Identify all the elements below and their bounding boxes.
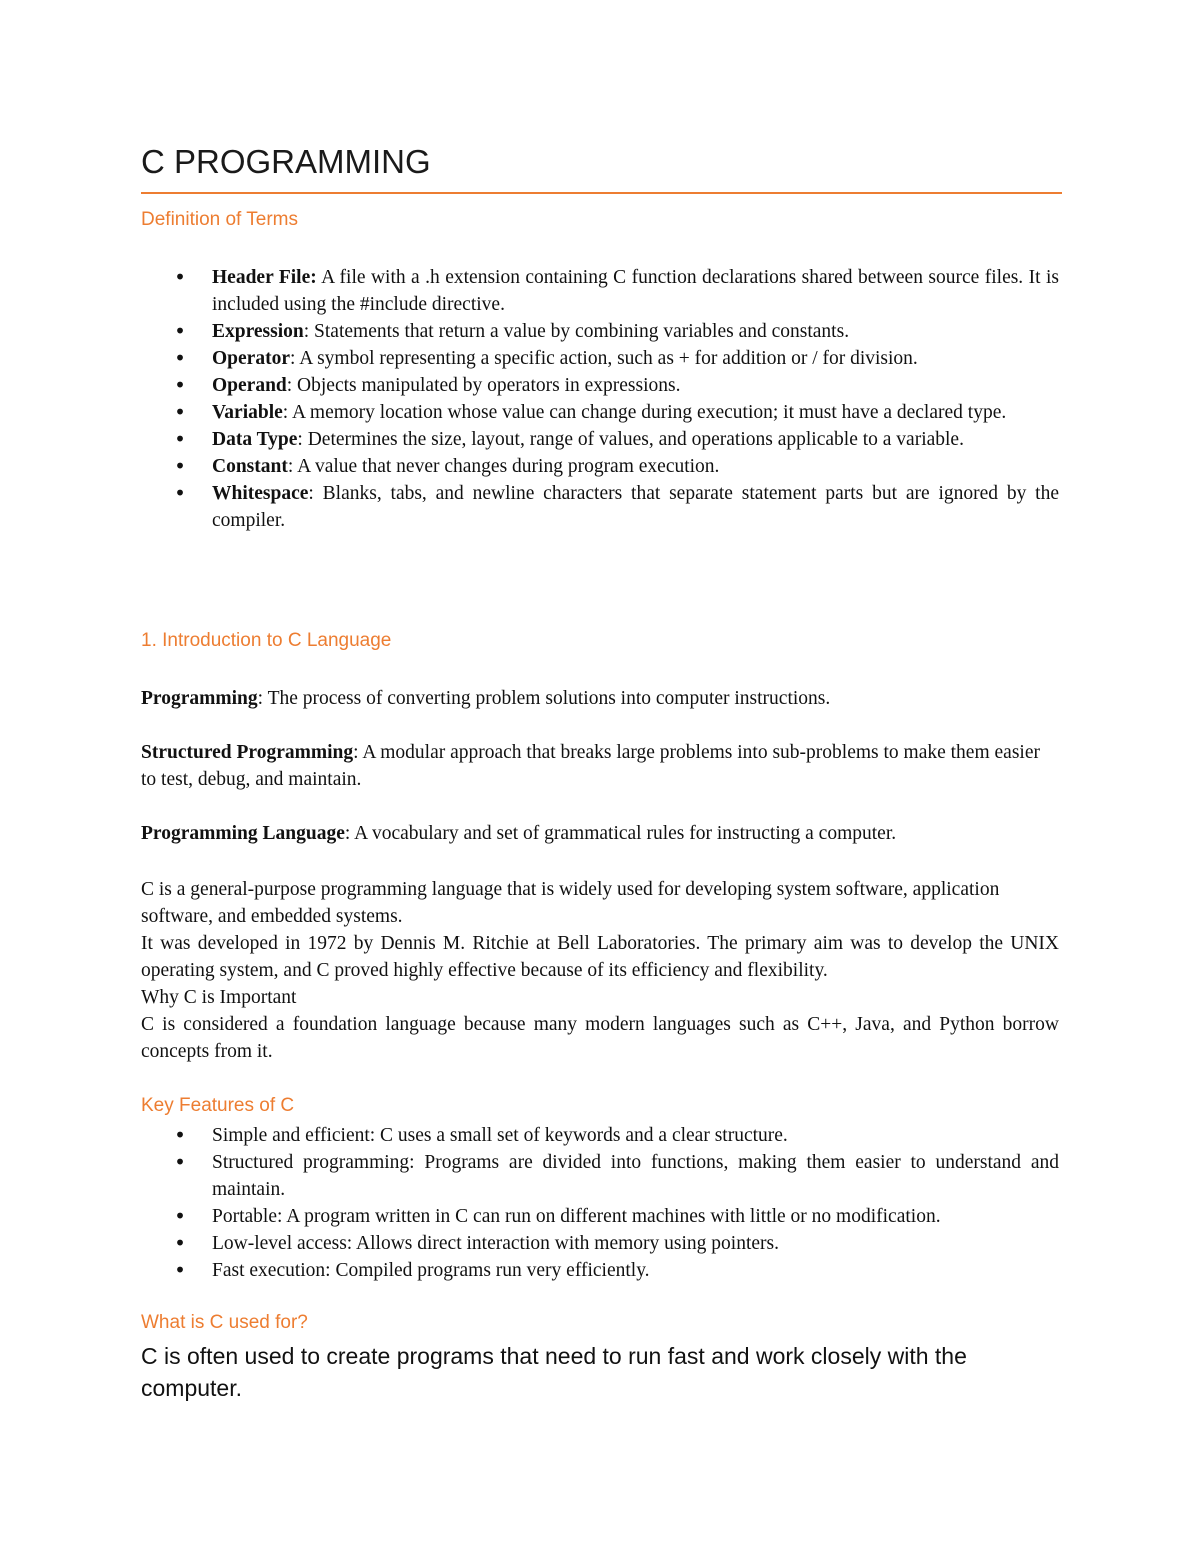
bullet-icon: [174, 318, 186, 346]
programming-paragraph: [141, 685, 1059, 712]
feature-text: Low-level access: Allows direct interaction with memory using pointers.: [212, 1233, 779, 1254]
bullet-icon: [174, 453, 186, 481]
features-heading: Key Features of C: [141, 1095, 295, 1116]
structured-programming-term: Structured Programming: [141, 742, 354, 763]
definition-item: [141, 426, 1059, 453]
bullet-icon: [174, 1257, 186, 1285]
programming-text: : The process of converting problem solutions into computer instructions.: [257, 688, 831, 709]
feature-text: Simple and efficient: C uses a small set of keywords and a clear structure.: [212, 1125, 788, 1146]
feature-text: Portable: A program written in C can run on different machines with little or no modification.: [212, 1206, 941, 1227]
definition-term: Header File:: [212, 267, 317, 288]
definition-text: : Determines the size, layout, range of values, and operations applicable to a variable.: [297, 429, 964, 450]
definitions-heading: Definition of Terms: [141, 209, 298, 230]
bullet-icon: [174, 426, 186, 454]
feature-item: [141, 1203, 1059, 1230]
definition-term: Operand: [212, 375, 287, 396]
intro-heading: 1. Introduction to C Language: [141, 630, 392, 651]
feature-item: [141, 1122, 1059, 1149]
structured-programming-text: : A modular approach that breaks large problems into sub-problems to make them easier to test, debug, and maintain.: [141, 742, 1040, 790]
features-list: [141, 1122, 1059, 1284]
programming-term: Programming: [141, 688, 258, 709]
definition-item: [141, 345, 1059, 372]
definition-term: Constant: [212, 456, 288, 477]
bullet-icon: [174, 264, 186, 292]
title-underline: [141, 192, 1062, 194]
definition-item: [141, 453, 1059, 480]
definition-item: [141, 399, 1059, 426]
uses-heading: What is C used for?: [141, 1312, 308, 1333]
page-title: C PROGRAMMING: [141, 143, 431, 180]
intro-paragraph-history: It was developed in 1972 by Dennis M. Ritchie at Bell Laboratories. The primary aim was to develop the UNIX operating system, and C proved highly effective because of its efficiency and flexibility.: [141, 933, 1059, 981]
definition-item: [141, 480, 1059, 534]
bullet-icon: [174, 1203, 186, 1231]
bullet-icon: [174, 1122, 186, 1150]
definition-text: : A symbol representing a specific action, such as + for addition or / for division.: [289, 348, 918, 369]
programming-language-paragraph: [141, 820, 1059, 847]
definition-term: Expression: [212, 321, 304, 342]
intro-body: [141, 876, 1059, 1065]
feature-item: [141, 1257, 1059, 1284]
definition-term: Variable: [212, 402, 283, 423]
intro-paragraph-general: C is a general-purpose programming language that is widely used for developing system software, application software, and embedded systems.: [141, 879, 1000, 927]
bullet-icon: [174, 399, 186, 427]
programming-language-term: Programming Language: [141, 823, 345, 844]
bullet-icon: [174, 1230, 186, 1258]
why-important-label: Why C is Important: [141, 987, 297, 1008]
bullet-icon: [174, 345, 186, 373]
programming-language-text: : A vocabulary and set of grammatical rules for instructing a computer.: [344, 823, 897, 844]
definition-term: Data Type: [212, 429, 298, 450]
definition-text: A file with a .h extension containing C function declarations shared between source files. It is included using the #include directive.: [212, 267, 1059, 315]
feature-text: Structured programming: Programs are divided into functions, making them easier to understand and maintain.: [212, 1152, 1059, 1200]
definition-item: [141, 372, 1059, 399]
bullet-icon: [174, 372, 186, 400]
why-important-text: C is considered a foundation language because many modern languages such as C++, Java, and Python borrow concepts from it.: [141, 1014, 1059, 1062]
definition-item: [141, 318, 1059, 345]
definition-text: : Statements that return a value by combining variables and constants.: [303, 321, 850, 342]
bullet-icon: [174, 1149, 186, 1177]
structured-programming-paragraph: [141, 739, 1059, 793]
feature-text: Fast execution: Compiled programs run very efficiently.: [212, 1260, 650, 1281]
bullet-icon: [174, 480, 186, 508]
definition-text: : A memory location whose value can change during execution; it must have a declared type.: [282, 402, 1007, 423]
definition-item: [141, 264, 1059, 318]
definition-text: : Blanks, tabs, and newline characters that separate statement parts but are ignored by the compiler.: [212, 483, 1059, 531]
definitions-list: [141, 264, 1059, 534]
uses-text: C is often used to create programs that need to run fast and work closely with the computer.: [141, 1343, 967, 1401]
definition-term: Operator: [212, 348, 290, 369]
feature-item: [141, 1149, 1059, 1203]
definition-term: Whitespace: [212, 483, 309, 504]
definition-text: : Objects manipulated by operators in expressions.: [286, 375, 681, 396]
feature-item: [141, 1230, 1059, 1257]
definition-text: : A value that never changes during program execution.: [287, 456, 720, 477]
